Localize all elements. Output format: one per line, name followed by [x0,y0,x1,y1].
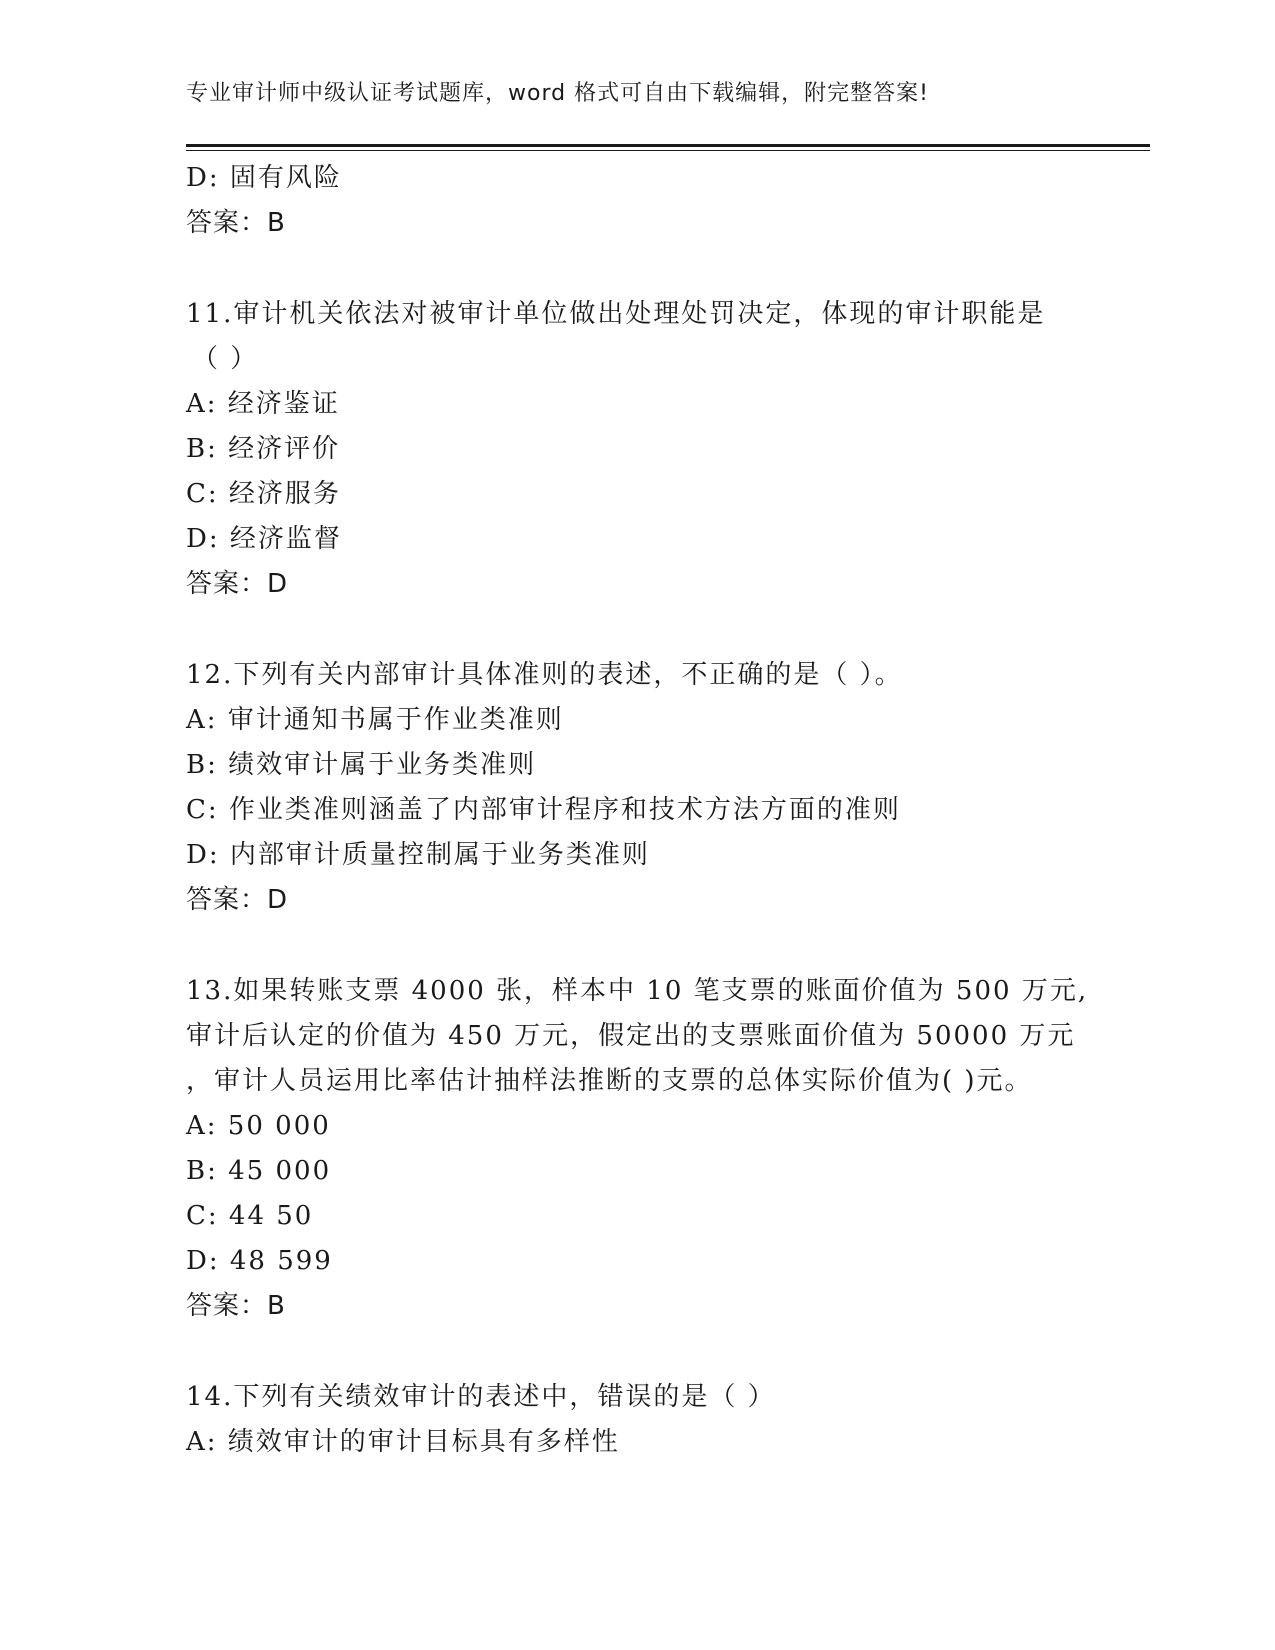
q11-option-b: B: 经济评价 [186,434,341,464]
question-content [186,156,1126,1465]
q11-stem: 11.审计机关依法对被审计单位做出处理处罚决定，体现的审计职能是 [186,299,1046,329]
q12-stem: 12.下列有关内部审计具体准则的表述，不正确的是（ ）。 [186,660,903,690]
prev-option-d: D: 固有风险 [186,163,342,193]
q13-answer: 答案：B [186,1291,286,1321]
q13-option-a: A: 50 000 [186,1111,331,1141]
q12-option-c: C: 作业类准则涵盖了内部审计程序和技术方法方面的准则 [186,795,901,825]
q13-stem-line3: ，审计人员运用比率估计抽样法推断的支票的总体实际价值为( )元。 [186,1066,1033,1096]
q11-option-d: D: 经济监督 [186,524,342,554]
q11-answer: 答案：D [186,569,289,599]
q14-stem: 14.下列有关绩效审计的表述中，错误的是（ ） [186,1382,776,1412]
q12-answer: 答案：D [186,885,289,915]
q13-stem-line2: 审计后认定的价值为 450 万元，假定出的支票账面价值为 50000 万元 [186,1021,1076,1051]
q14-option-a: A: 绩效审计的审计目标具有多样性 [186,1427,620,1457]
prev-answer: 答案：B [186,208,286,238]
header-rule-thick [186,144,1150,147]
q12-option-a: A: 审计通知书属于作业类准则 [186,705,564,735]
q11-option-a: A: 经济鉴证 [186,389,340,419]
q12-option-b: B: 绩效审计属于业务类准则 [186,750,537,780]
header-rule-thin [186,150,1150,151]
q13-option-c: C: 44 50 [186,1201,314,1231]
q13-option-b: B: 45 000 [186,1156,332,1186]
q11-stem-paren: （ ） [192,344,259,374]
q11-option-c: C: 经济服务 [186,479,341,509]
page-header: 专业审计师中级认证考试题库，word 格式可自由下载编辑，附完整答案! [186,81,929,106]
q13-option-d: D: 48 599 [186,1246,333,1276]
q12-option-d: D: 内部审计质量控制属于业务类准则 [186,840,650,870]
q13-stem-line1: 13.如果转账支票 4000 张，样本中 10 笔支票的账面价值为 500 万元, [186,976,1089,1006]
